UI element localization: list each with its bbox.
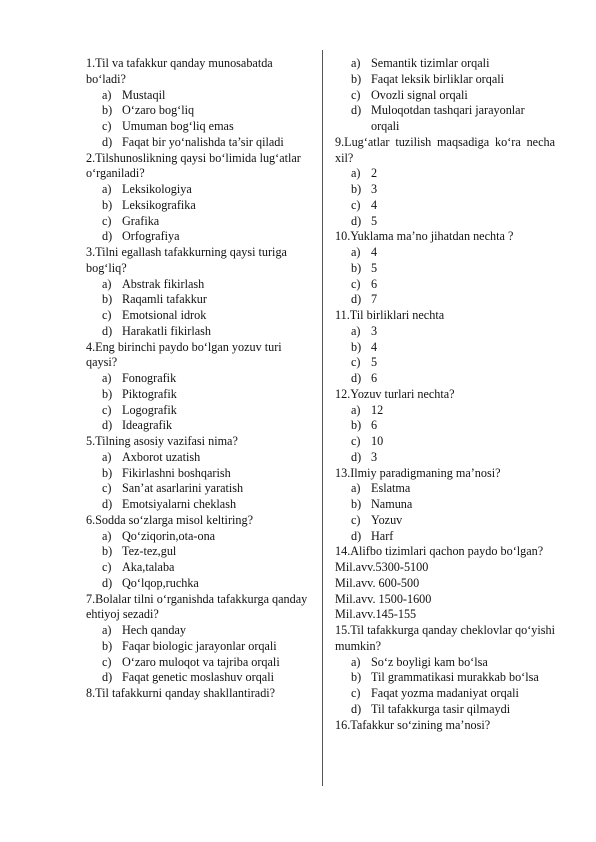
answer-options bbox=[86, 277, 308, 340]
option-letter-text: a) bbox=[102, 623, 112, 637]
option-text: Leksikografika bbox=[122, 197, 196, 212]
option-letter-text: c) bbox=[102, 213, 112, 228]
option-text: 4 bbox=[371, 245, 378, 259]
questions-9-13 bbox=[335, 135, 555, 545]
option-letter bbox=[86, 403, 122, 419]
option-letter bbox=[335, 529, 371, 545]
option-text: Hech qanday bbox=[122, 623, 186, 637]
question-text: 14.Alifbo tizimlari qachon paydo bo‘lgan? bbox=[335, 544, 544, 559]
option-text: Til tafakkurga tasir qilmaydi bbox=[371, 701, 511, 716]
option-letter bbox=[86, 623, 122, 639]
question-11 bbox=[335, 308, 555, 387]
option-letter-text: a) bbox=[102, 276, 112, 291]
question-text: 2.Tilshunoslikning qaysi bo‘limida lug‘atlar o‘rganiladi? bbox=[86, 150, 301, 181]
answer-option bbox=[86, 88, 308, 104]
option-letter-text: d) bbox=[351, 528, 362, 543]
answer-option bbox=[86, 544, 308, 560]
option-text: Aka,talaba bbox=[122, 560, 175, 574]
option-letter-text: d) bbox=[351, 292, 362, 307]
option-text: Fikirlashni boshqarish bbox=[122, 465, 231, 480]
option-letter bbox=[86, 576, 122, 592]
question-text: 6.Sodda so‘zlarga misol keltiring? bbox=[86, 512, 253, 527]
option-letter bbox=[86, 103, 122, 119]
option-letter-text: d) bbox=[351, 449, 362, 464]
option-letter-text: a) bbox=[351, 56, 361, 70]
option-text: Emotsional idrok bbox=[122, 308, 207, 322]
option-letter-text: b) bbox=[102, 103, 113, 118]
option-letter bbox=[335, 182, 371, 198]
answer-option bbox=[335, 434, 555, 450]
question-14 bbox=[335, 544, 555, 623]
option-text: Fonografik bbox=[122, 371, 177, 385]
option-letter bbox=[86, 387, 122, 403]
option-letter bbox=[335, 340, 371, 356]
option-text: 3 bbox=[371, 323, 378, 338]
option-letter-text: c) bbox=[351, 355, 361, 370]
option-letter-text: c) bbox=[351, 87, 361, 102]
option-text: 2 bbox=[371, 166, 378, 181]
answer-line: Mil.avv.5300-5100 bbox=[335, 560, 429, 574]
option-letter bbox=[335, 198, 371, 214]
option-letter bbox=[335, 103, 371, 135]
option-letter bbox=[335, 261, 371, 277]
option-text: Umuman bog‘liq emas bbox=[122, 119, 234, 133]
option-letter-text: c) bbox=[351, 512, 361, 527]
option-text: Ovozli signal orqali bbox=[371, 87, 468, 102]
option-letter bbox=[86, 418, 122, 434]
option-text: Piktografik bbox=[122, 386, 177, 401]
option-text: 6 bbox=[371, 371, 378, 385]
option-text: Faqat bir yo‘nalishda ta’sir qiladi bbox=[122, 134, 284, 149]
option-letter-text: c) bbox=[102, 308, 112, 322]
option-letter-text: b) bbox=[102, 197, 113, 212]
option-letter-text: c) bbox=[102, 402, 112, 417]
answer-options bbox=[335, 245, 555, 308]
answer-option bbox=[335, 450, 555, 466]
option-letter-text: a) bbox=[102, 449, 112, 464]
option-text: Tez-tez,gul bbox=[122, 544, 177, 559]
option-letter-text: a) bbox=[351, 654, 361, 669]
option-letter bbox=[335, 702, 371, 718]
option-text: Eslatma bbox=[371, 481, 411, 496]
option-letter-text: d) bbox=[102, 229, 113, 244]
option-text: Mustaqil bbox=[122, 87, 166, 102]
question-text: 15.Til tafakkurga qanday cheklovlar qo‘yishi mumkin? bbox=[335, 623, 555, 653]
answer-option bbox=[335, 245, 555, 261]
option-letter bbox=[335, 166, 371, 182]
answer-option bbox=[335, 418, 555, 434]
option-text: Ideagrafik bbox=[122, 418, 173, 433]
left-column bbox=[86, 56, 308, 702]
option-letter-text: b) bbox=[351, 182, 362, 196]
answer-option bbox=[86, 655, 308, 671]
option-letter bbox=[86, 214, 122, 230]
answer-option bbox=[86, 670, 308, 686]
option-letter-text: c) bbox=[351, 434, 361, 448]
option-letter-text: a) bbox=[102, 87, 112, 102]
question-text: 9.Lug‘atlar tuzilish maqsadiga ko‘ra necha xil? bbox=[335, 134, 555, 165]
option-letter bbox=[335, 403, 371, 419]
answer-options bbox=[335, 324, 555, 387]
option-letter bbox=[86, 229, 122, 245]
option-text: Leksikologiya bbox=[122, 182, 192, 196]
answer-option bbox=[86, 387, 308, 403]
option-letter bbox=[335, 324, 371, 340]
option-letter-text: d) bbox=[102, 497, 113, 511]
option-letter bbox=[335, 88, 371, 104]
option-text: 3 bbox=[371, 182, 378, 196]
answer-option bbox=[86, 450, 308, 466]
option-letter bbox=[86, 670, 122, 686]
answer-option bbox=[335, 88, 555, 104]
option-text: Muloqotdan tashqari jarayonlar orqali bbox=[371, 103, 525, 133]
option-letter-text: b) bbox=[351, 497, 362, 511]
option-letter-text: b) bbox=[102, 544, 113, 559]
option-letter-text: a) bbox=[351, 323, 361, 338]
answer-options bbox=[335, 403, 555, 466]
answer-option bbox=[335, 198, 555, 214]
option-letter bbox=[335, 655, 371, 671]
option-letter-text: c) bbox=[102, 560, 112, 574]
option-letter-text: d) bbox=[351, 371, 362, 385]
option-text: Harakatli fikirlash bbox=[122, 323, 212, 338]
answer-line: Mil.avv. 1500-1600 bbox=[335, 591, 432, 606]
option-letter-text: b) bbox=[351, 260, 362, 275]
option-letter bbox=[335, 418, 371, 434]
answer-option bbox=[86, 198, 308, 214]
option-letter-text: b) bbox=[102, 292, 113, 307]
option-text: Emotsiyalarni cheklash bbox=[122, 497, 237, 511]
option-letter bbox=[335, 355, 371, 371]
answer-option bbox=[86, 292, 308, 308]
answer-option bbox=[86, 403, 308, 419]
answer-option bbox=[335, 277, 555, 293]
option-letter bbox=[335, 292, 371, 308]
option-letter bbox=[86, 497, 122, 513]
option-letter bbox=[335, 371, 371, 387]
answer-option bbox=[335, 403, 555, 419]
answer-option bbox=[86, 418, 308, 434]
option-text: Grafika bbox=[122, 213, 160, 228]
answer-option bbox=[86, 497, 308, 513]
answer-option bbox=[335, 513, 555, 529]
option-text: 6 bbox=[371, 276, 378, 291]
question-14-answers bbox=[335, 560, 555, 623]
option-letter bbox=[86, 277, 122, 293]
question-3 bbox=[86, 245, 308, 340]
option-text: Til grammatikasi murakkab bo‘lsa bbox=[371, 670, 539, 685]
option-text: Namuna bbox=[371, 497, 413, 511]
answer-option bbox=[335, 261, 555, 277]
option-letter bbox=[335, 434, 371, 450]
option-letter bbox=[86, 481, 122, 497]
answer-option bbox=[86, 119, 308, 135]
option-text: Faqat leksik birliklar orqali bbox=[371, 71, 505, 86]
answer-option bbox=[335, 56, 555, 72]
option-letter-text: d) bbox=[102, 134, 113, 149]
option-letter bbox=[335, 277, 371, 293]
answer-line: Mil.avv. 600-500 bbox=[335, 575, 420, 590]
option-letter bbox=[86, 450, 122, 466]
answer-option bbox=[86, 182, 308, 198]
option-text: So‘z boyligi kam bo‘lsa bbox=[371, 654, 488, 669]
option-text: Abstrak fikirlash bbox=[122, 276, 205, 291]
option-text: Yozuv bbox=[371, 512, 403, 527]
answer-option bbox=[86, 560, 308, 576]
question-4 bbox=[86, 340, 308, 435]
answer-option bbox=[86, 135, 308, 151]
option-letter bbox=[86, 371, 122, 387]
option-letter-text: c) bbox=[351, 686, 361, 700]
option-text: Raqamli tafakkur bbox=[122, 292, 207, 307]
column-divider bbox=[322, 50, 323, 786]
answer-option bbox=[86, 324, 308, 340]
option-text: 5 bbox=[371, 260, 378, 275]
option-letter-text: d) bbox=[351, 701, 362, 716]
option-text: 3 bbox=[371, 449, 378, 464]
answer-option bbox=[86, 466, 308, 482]
option-letter bbox=[335, 214, 371, 230]
option-letter-text: a) bbox=[351, 481, 361, 496]
option-letter-text: b) bbox=[351, 670, 362, 685]
option-text: 4 bbox=[371, 197, 378, 212]
option-letter bbox=[86, 135, 122, 151]
question-text: 13.Ilmiy paradigmaning ma’nosi? bbox=[335, 465, 501, 480]
option-text: Harf bbox=[371, 528, 394, 543]
question-text: 8.Til tafakkurni qanday shakllantiradi? bbox=[86, 686, 276, 700]
answer-option bbox=[86, 481, 308, 497]
answer-option bbox=[335, 355, 555, 371]
answer-line: Mil.avv.145-155 bbox=[335, 607, 417, 622]
option-letter bbox=[335, 481, 371, 497]
answer-option bbox=[335, 529, 555, 545]
answer-option bbox=[86, 623, 308, 639]
option-letter-text: d) bbox=[351, 103, 362, 118]
answer-option bbox=[335, 214, 555, 230]
option-letter-text: c) bbox=[102, 119, 112, 133]
question-5 bbox=[86, 434, 308, 513]
question-text: 5.Tilning asosiy vazifasi nima? bbox=[86, 434, 238, 448]
option-letter-text: b) bbox=[102, 465, 113, 480]
option-letter bbox=[86, 308, 122, 324]
option-letter-text: b) bbox=[102, 638, 113, 653]
option-letter-text: a) bbox=[351, 402, 361, 417]
option-text: 4 bbox=[371, 339, 378, 354]
option-text: Orfografiya bbox=[122, 229, 180, 244]
option-text: O‘zaro bog‘liq bbox=[122, 103, 195, 118]
question-text: 1.Til va tafakkur qanday munosabatda bo‘ladi? bbox=[86, 56, 273, 86]
option-letter bbox=[335, 497, 371, 513]
question-12 bbox=[335, 387, 555, 466]
question-text: 7.Bolalar tilni o‘rganishda tafakkurga qanday ehtiyoj sezadi? bbox=[86, 591, 308, 622]
question-8 bbox=[86, 686, 308, 702]
question-13 bbox=[335, 466, 555, 545]
option-letter bbox=[86, 324, 122, 340]
option-letter-text: a) bbox=[351, 245, 361, 259]
option-text: Semantik tizimlar orqali bbox=[371, 56, 490, 70]
right-column bbox=[335, 56, 555, 733]
option-text: San’at asarlarini yaratish bbox=[122, 481, 244, 496]
answer-option bbox=[335, 497, 555, 513]
answer-options bbox=[86, 529, 308, 592]
option-letter bbox=[335, 450, 371, 466]
option-letter bbox=[86, 182, 122, 198]
option-text: O‘zaro muloqot va tajriba orqali bbox=[122, 654, 280, 669]
question-9 bbox=[335, 135, 555, 230]
answer-option bbox=[335, 340, 555, 356]
option-letter bbox=[86, 198, 122, 214]
question-text: 3.Tilni egallash tafakkurning qaysi turiga bog‘liq? bbox=[86, 245, 287, 275]
option-letter-text: d) bbox=[102, 418, 113, 433]
answer-option bbox=[86, 371, 308, 387]
option-letter bbox=[335, 72, 371, 88]
question-text: 12.Yozuv turlari nechta? bbox=[335, 386, 455, 401]
option-letter bbox=[86, 119, 122, 135]
option-letter bbox=[335, 56, 371, 72]
option-letter-text: d) bbox=[102, 575, 113, 590]
question-text: 16.Tafakkur so‘zining ma’nosi? bbox=[335, 717, 491, 732]
option-text: Qo‘lqop,ruchka bbox=[122, 575, 199, 590]
option-letter bbox=[335, 686, 371, 702]
answer-option bbox=[86, 529, 308, 545]
answer-option bbox=[335, 182, 555, 198]
answer-option bbox=[335, 324, 555, 340]
answer-option bbox=[335, 481, 555, 497]
question-15-options bbox=[335, 655, 555, 718]
answer-option bbox=[335, 72, 555, 88]
option-letter bbox=[86, 529, 122, 545]
answer-option bbox=[335, 103, 555, 135]
option-letter bbox=[86, 88, 122, 104]
option-text: Faqat genetic moslashuv orqali bbox=[122, 670, 274, 685]
answer-options bbox=[86, 88, 308, 151]
answer-option bbox=[335, 670, 555, 686]
option-text: 5 bbox=[371, 213, 378, 228]
option-letter bbox=[86, 655, 122, 671]
option-letter-text: a) bbox=[102, 371, 112, 385]
option-letter-text: c) bbox=[102, 481, 112, 496]
option-text: 6 bbox=[371, 418, 378, 433]
answer-option bbox=[335, 166, 555, 182]
option-letter bbox=[86, 544, 122, 560]
answer-option bbox=[335, 655, 555, 671]
option-letter-text: a) bbox=[351, 166, 361, 181]
question-7 bbox=[86, 592, 308, 687]
option-letter-text: d) bbox=[102, 670, 113, 685]
answer-options bbox=[335, 481, 555, 544]
answer-option bbox=[335, 686, 555, 702]
option-text: Faqat yozma madaniyat orqali bbox=[371, 686, 519, 700]
option-text: Logografik bbox=[122, 402, 177, 417]
question-16 bbox=[335, 718, 555, 734]
answer-option bbox=[335, 702, 555, 718]
option-letter bbox=[86, 560, 122, 576]
option-letter-text: b) bbox=[351, 71, 362, 86]
question-1 bbox=[86, 56, 308, 151]
option-letter-text: d) bbox=[351, 213, 362, 228]
question-text: 11.Til birliklari nechta bbox=[335, 308, 445, 322]
answer-option bbox=[86, 103, 308, 119]
answer-option bbox=[86, 576, 308, 592]
answer-options bbox=[86, 371, 308, 434]
question-15 bbox=[335, 623, 555, 718]
answer-option bbox=[86, 308, 308, 324]
option-text: 7 bbox=[371, 292, 378, 307]
option-letter-text: a) bbox=[102, 182, 112, 196]
question-10 bbox=[335, 229, 555, 308]
answer-option bbox=[86, 229, 308, 245]
option-letter bbox=[335, 513, 371, 529]
option-letter bbox=[335, 670, 371, 686]
option-text: Qo‘ziqorin,ota-ona bbox=[122, 528, 216, 543]
option-letter bbox=[86, 639, 122, 655]
option-text: Axborot uzatish bbox=[122, 449, 201, 464]
option-letter-text: c) bbox=[351, 276, 361, 291]
option-letter bbox=[335, 245, 371, 261]
option-text: Faqar biologic jarayonlar orqali bbox=[122, 638, 277, 653]
answer-options bbox=[335, 166, 555, 229]
question-text: 10.Yuklama ma’no jihatdan nechta ? bbox=[335, 229, 514, 244]
option-letter-text: d) bbox=[102, 323, 113, 338]
option-letter-text: a) bbox=[102, 528, 112, 543]
question-8-options bbox=[335, 56, 555, 135]
answer-option bbox=[86, 214, 308, 230]
answer-option bbox=[86, 277, 308, 293]
option-text: 12 bbox=[371, 402, 384, 417]
option-letter-text: c) bbox=[102, 654, 112, 669]
option-letter-text: c) bbox=[351, 197, 361, 212]
option-letter bbox=[86, 292, 122, 308]
answer-options bbox=[86, 182, 308, 245]
answer-options bbox=[86, 623, 308, 686]
answer-option bbox=[335, 292, 555, 308]
option-letter-text: b) bbox=[351, 418, 362, 433]
answer-option bbox=[86, 639, 308, 655]
answer-option bbox=[335, 371, 555, 387]
option-letter-text: b) bbox=[102, 386, 113, 401]
question-6 bbox=[86, 513, 308, 592]
option-text: 10 bbox=[371, 434, 384, 448]
question-2 bbox=[86, 151, 308, 246]
option-letter-text: b) bbox=[351, 339, 362, 354]
option-letter bbox=[86, 466, 122, 482]
answer-options bbox=[86, 450, 308, 513]
question-text: 4.Eng birinchi paydo bo‘lgan yozuv turi qaysi? bbox=[86, 339, 282, 370]
option-text: 5 bbox=[371, 355, 378, 370]
